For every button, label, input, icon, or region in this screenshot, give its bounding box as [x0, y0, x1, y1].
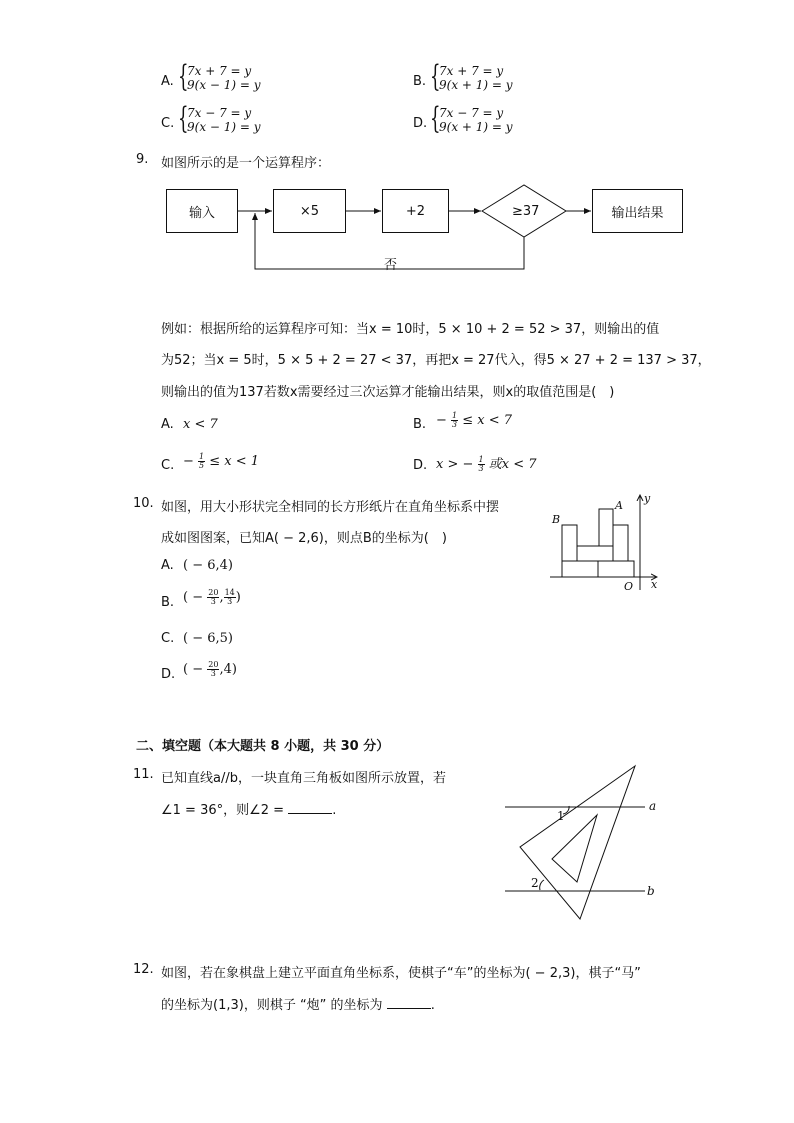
q10-line2: 成如图图案，已知A( − 2,6)，则点B的坐标为( ) [161, 531, 447, 546]
q10-option-c-text: ( − 6,5) [183, 631, 233, 646]
fraction-denominator: 3 [210, 669, 216, 678]
q12-number: 12. [133, 962, 154, 977]
q8-option-d-eq2: 9(x + 1) = y [439, 120, 513, 134]
flow-input-box [166, 189, 238, 233]
flow-times-label: ×5 [299, 203, 320, 219]
q11-number: 11. [133, 767, 154, 782]
q10-label-b: B [552, 513, 561, 526]
q9-option-d-post: 或x < 7 [488, 457, 537, 472]
q9-number: 9. [136, 152, 149, 167]
q9-option-d-pre: x > − [436, 457, 474, 472]
q11-triangle-figure [500, 762, 680, 922]
q11-line2-end: . [332, 803, 337, 818]
fraction-numerator: 14 [224, 588, 235, 597]
q8-option-b-eq1: 7x + 7 = y [439, 64, 504, 78]
q10-option-d-label: D. [161, 667, 176, 682]
fraction-denominator: 3 [452, 420, 458, 429]
flow-condition-label: ≥37 [512, 204, 540, 219]
q9-option-c-pre: − [183, 454, 194, 469]
flow-output-label: 输出结果 [611, 205, 664, 221]
q10-option-d-expr [183, 661, 237, 678]
fraction-numerator: 1 [478, 455, 484, 464]
fraction-numerator: 1 [199, 452, 205, 461]
q8-option-a-eq1: 7x + 7 = y [187, 64, 252, 78]
q9-stem: 如图所示的是一个运算程序： [161, 156, 331, 171]
q10-label-a: A [615, 499, 623, 512]
q8-option-d-brace: { [430, 101, 441, 136]
q8-option-b-eq2: 9(x + 1) = y [439, 78, 513, 92]
q12-line2 [161, 994, 435, 1013]
q9-option-b-fraction [451, 412, 458, 429]
q9-option-b-post: ≤ x < 7 [462, 413, 513, 428]
q8-option-b-brace: { [430, 59, 441, 94]
q12-line1: 如图，若在象棋盘上建立平面直角坐标系，使棋子“车”的坐标为( − 2,3)，棋子“马” [161, 966, 641, 981]
q10-option-b-fraction-2 [224, 589, 236, 606]
q10-option-b-fraction-1 [207, 589, 219, 606]
q10-label-y: y [644, 492, 651, 505]
q10-label-x: x [651, 578, 658, 591]
q9-option-b-label: B. [413, 417, 427, 432]
fraction-denominator: 3 [227, 597, 233, 606]
q9-option-a-text: x < 7 [183, 417, 218, 432]
q8-option-d-label: D. [413, 116, 428, 131]
q8-option-c-eq2: 9(x − 1) = y [187, 120, 261, 134]
q10-option-d-post: ,4) [219, 662, 237, 677]
q9-option-c-fraction [198, 453, 205, 470]
q10-option-b-post: ) [235, 590, 241, 605]
q9-option-b-pre: − [436, 413, 447, 428]
q12-line2-end: . [430, 998, 435, 1013]
q9-option-b-expr [436, 412, 512, 429]
fraction-denominator: 5 [199, 461, 205, 470]
q9-option-c-post: ≤ x < 1 [209, 454, 260, 469]
q11-label-angle-1: 1 [557, 809, 565, 823]
q10-label-o: O [624, 580, 634, 593]
q8-option-b-label: B. [413, 74, 427, 89]
q11-label-angle-2: 2 [531, 876, 539, 890]
q11-label-a: a [649, 799, 657, 813]
q10-option-a-text: ( − 6,4) [183, 558, 233, 573]
q8-option-c-eq1: 7x − 7 = y [187, 106, 252, 120]
q10-option-a-label: A. [161, 558, 174, 573]
q9-option-d-label: D. [413, 458, 428, 473]
q10-option-b-pre: ( − [183, 590, 204, 605]
q8-option-a-label: A. [161, 74, 174, 89]
q9-text-line1: 例如：根据所给的运算程序可知：当x = 10时，5 × 10 + 2 = 52 > 37，则输出的值 [161, 322, 660, 337]
q10-option-b-sep: , [219, 590, 224, 605]
q9-option-c-expr [183, 453, 259, 470]
q10-option-b-expr [183, 589, 241, 606]
q10-option-d-pre: ( − [183, 662, 204, 677]
q11-line2-text: ∠1 = 36°，则∠2 = [161, 803, 285, 818]
q8-option-d-eq1: 7x − 7 = y [439, 106, 504, 120]
q8-option-c-brace: { [178, 101, 189, 136]
q9-option-c-label: C. [161, 458, 175, 473]
flow-input-label: 输入 [188, 205, 215, 221]
fraction-numerator: 1 [452, 411, 458, 420]
q10-option-c-label: C. [161, 631, 175, 646]
q11-line1: 已知直线a//b，一块直角三角板如图所示放置，若 [161, 771, 446, 786]
flow-no-label: 否 [384, 258, 398, 273]
fraction-numerator: 20 [208, 588, 219, 597]
q11-label-b: b [647, 884, 655, 898]
flow-output-box [592, 189, 683, 233]
section-heading-fill-in: 二、填空题（本大题共 8 小题，共 30 分） [136, 739, 390, 754]
q10-coordinate-figure [545, 492, 675, 592]
q9-text-line2: 为52；当x = 5时，5 × 5 + 2 = 27 < 37，再把x = 27代入，得5 × 27 + 2 = 137 > 37， [161, 353, 711, 368]
q8-option-c-label: C. [161, 116, 175, 131]
flow-times-box [273, 189, 346, 233]
q9-text-line3: 则输出的值为137若数x需要经过三次运算才能输出结果，则x的取值范围是( ) [161, 385, 615, 400]
fraction-denominator: 3 [210, 597, 216, 606]
flow-plus-box [382, 189, 449, 233]
q12-answer-blank[interactable] [387, 1008, 431, 1009]
q10-option-d-fraction [207, 661, 219, 678]
q9-option-a-label: A. [161, 417, 174, 432]
q12-line2-text: 的坐标为(1,3)，则棋子 “炮” 的坐标为 [161, 998, 383, 1013]
q10-option-b-label: B. [161, 595, 175, 610]
q11-answer-blank[interactable] [288, 813, 332, 814]
flow-plus-label: +2 [405, 203, 426, 219]
fraction-numerator: 20 [208, 660, 219, 669]
q10-number: 10. [133, 496, 154, 511]
q9-option-d-fraction [478, 456, 485, 473]
q9-option-d-expr [436, 453, 537, 473]
q11-line2 [161, 799, 336, 818]
q8-option-a-brace: { [178, 59, 189, 94]
fraction-denominator: 3 [478, 464, 484, 473]
q8-option-a-eq2: 9(x − 1) = y [187, 78, 261, 92]
q10-line1: 如图，用大小形状完全相同的长方形纸片在直角坐标系中摆 [161, 500, 500, 515]
